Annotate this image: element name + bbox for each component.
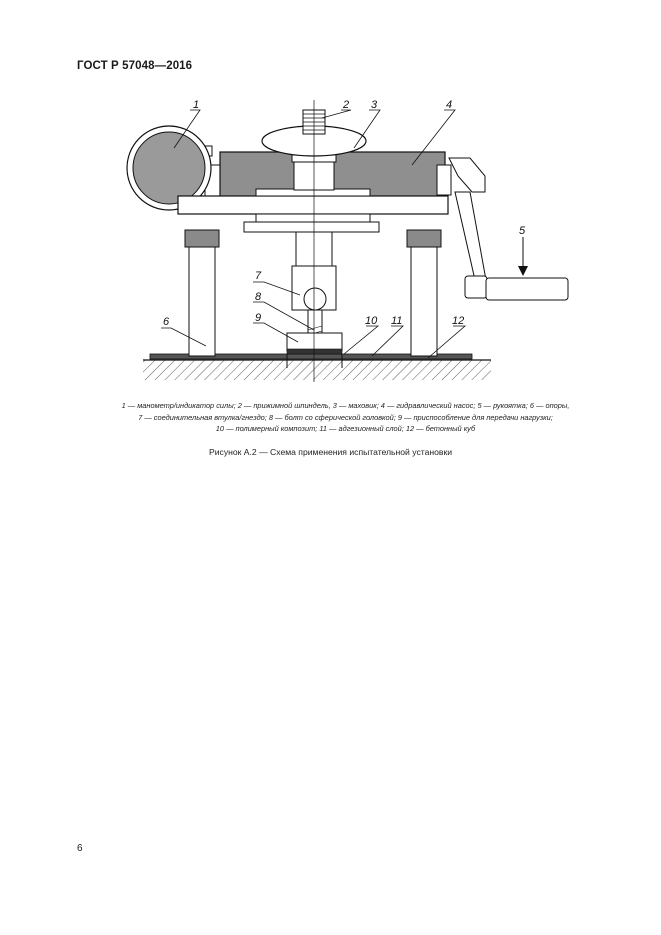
- legend-line: 7 — соединительная втулка/гнездо; 8 — болт со сферической головкой; 9 — приспособление для передачи нагрузки;: [138, 412, 553, 422]
- support-left: [185, 230, 219, 356]
- callout-7: 7: [255, 270, 262, 282]
- crank-handle: [437, 158, 568, 300]
- callout-9: 9: [255, 312, 262, 324]
- ground-hatch: [143, 360, 491, 380]
- support-right: [407, 230, 441, 356]
- page-number: 6: [77, 843, 83, 854]
- callout-1: 1: [193, 99, 200, 111]
- callout-2: 2: [343, 99, 350, 111]
- force-arrow: [518, 237, 528, 276]
- figure-caption: Рисунок А.2 — Схема применения испытательной установки: [208, 447, 453, 457]
- callout-5: 5: [519, 225, 526, 237]
- polymer-layer: [287, 349, 342, 354]
- test-rig-diagram: [0, 0, 661, 400]
- callout-4: 4: [446, 99, 453, 111]
- frame-plate: [178, 196, 448, 214]
- callout-10: 10: [365, 315, 378, 327]
- callout-6: 6: [163, 316, 170, 328]
- document-header: ГОСТ Р 57048—2016: [77, 60, 193, 72]
- callout-11: 11: [391, 315, 403, 327]
- callout-12: 12: [452, 315, 465, 327]
- load-fixture: [287, 333, 342, 351]
- callout-8: 8: [255, 291, 262, 303]
- callout-3: 3: [371, 99, 378, 111]
- figure-legend: [70, 400, 621, 435]
- legend-line: 10 — полимерный композит; 11 — адгезионный слой; 12 — бетонный куб: [215, 424, 476, 434]
- legend-line: 1 — манометр/индикатор силы; 2 — прижимной шпиндель, 3 — маховик; 4 — гидравлический насос; 5 — рукоятка; 6 — опоры,: [121, 401, 570, 410]
